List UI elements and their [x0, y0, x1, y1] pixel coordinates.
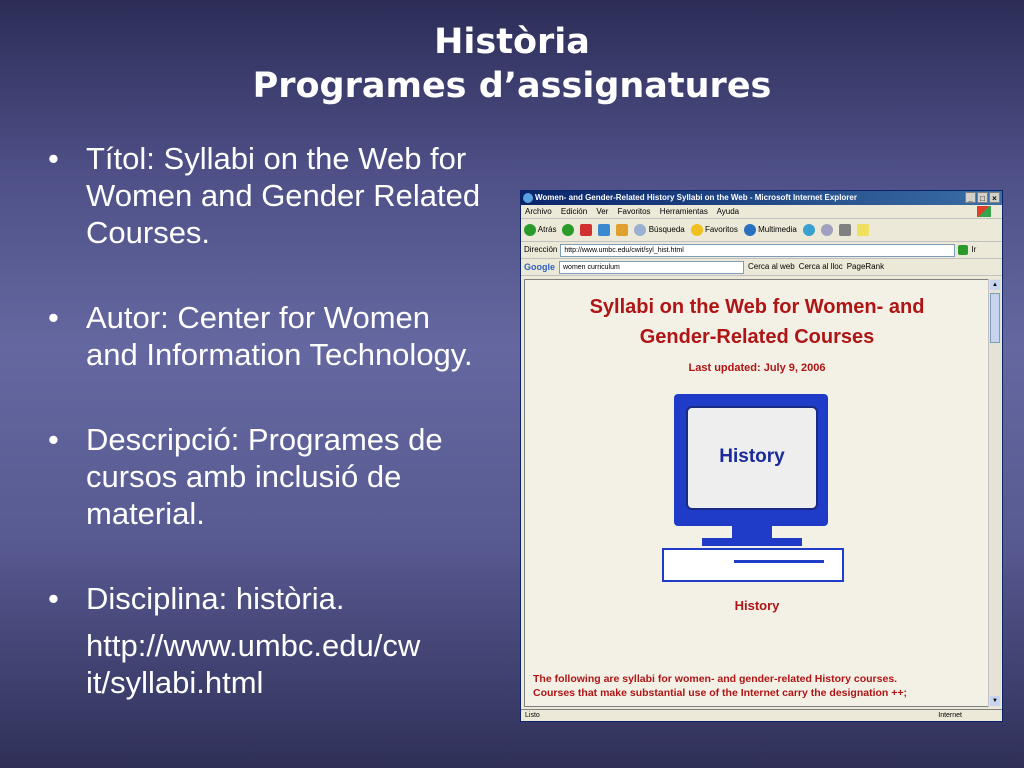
search-web-button[interactable]: Cerca al web [748, 262, 795, 271]
bullet-item [46, 140, 486, 251]
menu-edicion[interactable]: Edición [560, 207, 588, 216]
mail-icon[interactable] [821, 224, 833, 236]
minimize-button[interactable]: _ [965, 192, 976, 203]
search-site-button[interactable]: Cerca al lloc [798, 262, 843, 271]
bullet-marker: • [48, 300, 59, 335]
browser-titlebar [521, 191, 1002, 205]
browser-menubar [521, 205, 1002, 219]
media-icon [744, 224, 756, 236]
google-toolbar [521, 259, 1002, 276]
monitor-history-text: History [719, 446, 785, 467]
bullet-list [46, 140, 486, 701]
menu-favoritos[interactable]: Favoritos [617, 207, 651, 216]
page-intro-text [533, 672, 981, 700]
history-link[interactable]: History [734, 598, 780, 613]
home-icon[interactable] [616, 224, 628, 236]
go-arrow-icon[interactable] [958, 245, 968, 255]
syllabi-url-line2: it/syllabi.html [86, 665, 264, 700]
web-page-content [524, 279, 990, 707]
slide-title-line1: Història [434, 22, 590, 62]
intro-line2: Courses that make substantial use of the Internet carry the designation ++; [533, 687, 908, 699]
favorites-button[interactable] [691, 219, 738, 241]
bullet-marker: • [48, 422, 59, 457]
pagerank-indicator: PageRank [846, 262, 885, 271]
ie-icon [523, 193, 533, 203]
search-button[interactable] [634, 219, 684, 241]
refresh-icon[interactable] [598, 224, 610, 236]
bullet-text: Autor: Center for Women and Information Technology. [86, 300, 473, 372]
slide-title-line2: Programes d’assignatures [252, 66, 772, 106]
history-icon[interactable] [803, 224, 815, 236]
syllabi-url[interactable] [46, 627, 486, 701]
computer-case [662, 548, 844, 582]
bullet-marker: • [48, 581, 59, 616]
browser-toolbar [521, 219, 1002, 242]
browser-screenshot [520, 190, 1003, 722]
status-bar [521, 709, 1002, 721]
intro-line1: The following are syllabi for women- and gender-related History courses. [533, 673, 898, 685]
zone-text: Internet [938, 712, 962, 719]
monitor-graphic [674, 394, 828, 526]
google-search-input[interactable]: women curriculum [559, 261, 744, 274]
back-label: Atrás [537, 225, 557, 234]
stop-icon[interactable] [580, 224, 592, 236]
bullet-item [46, 580, 486, 617]
bullet-text: Títol: Syllabi on the Web for Women and Gender Related Courses. [86, 141, 481, 250]
menu-ayuda[interactable]: Ayuda [716, 207, 740, 216]
scroll-up-arrow-icon[interactable]: ▲ [990, 280, 1000, 290]
monitor-base [702, 538, 802, 546]
monitor-neck [732, 526, 772, 538]
scroll-down-arrow-icon[interactable]: ▼ [990, 696, 1000, 706]
slide-title [0, 20, 1024, 108]
syllabi-url-line1: http://www.umbc.edu/cw [86, 628, 421, 663]
page-heading-line1: Syllabi on the Web for Women- and [589, 296, 925, 318]
print-icon[interactable] [839, 224, 851, 236]
scroll-thumb[interactable] [990, 293, 1000, 343]
bullet-text: Descripció: Programes de cursos amb inclusió de material. [86, 422, 443, 531]
bullet-item [46, 421, 486, 532]
address-label: Dirección [524, 245, 558, 254]
status-text: Listo [525, 712, 540, 719]
monitor-screen [686, 406, 818, 510]
bullet-marker: • [48, 141, 59, 176]
star-icon [691, 224, 703, 236]
menu-ver[interactable]: Ver [596, 207, 609, 216]
forward-arrow-icon[interactable] [562, 224, 574, 236]
address-input[interactable]: http://www.umbc.edu/cwit/syl_hist.html [560, 244, 955, 257]
menu-archivo[interactable]: Archivo [525, 207, 552, 216]
search-icon [634, 224, 646, 236]
menu-herramientas[interactable]: Herramientas [659, 207, 708, 216]
back-arrow-icon [524, 224, 536, 236]
bullet-item [46, 299, 486, 373]
google-logo[interactable]: Google [524, 262, 555, 272]
bullet-text: Disciplina: història. [86, 581, 345, 616]
browser-window-title: Women- and Gender-Related History Syllabi on the Web - Microsoft Internet Explorer [535, 193, 857, 202]
multimedia-button[interactable] [744, 219, 797, 241]
maximize-button[interactable]: □ [977, 192, 988, 203]
page-heading-line2: Gender-Related Courses [639, 326, 875, 348]
multimedia-label: Multimedia [758, 225, 797, 234]
page-heading [525, 292, 989, 352]
go-button[interactable]: Ir [971, 245, 977, 254]
back-button[interactable] [524, 219, 556, 241]
computer-illustration [662, 394, 852, 594]
last-updated-text: Last updated: July 9, 2006 [688, 362, 826, 374]
edit-icon[interactable] [857, 224, 869, 236]
favorites-label: Favoritos [704, 225, 738, 234]
vertical-scrollbar[interactable] [988, 279, 1001, 707]
windows-logo-icon [977, 206, 991, 217]
drive-slot [734, 560, 824, 563]
address-bar [521, 242, 1002, 259]
search-label: Búsqueda [648, 225, 685, 234]
close-button[interactable]: × [989, 192, 1000, 203]
window-controls [965, 192, 1000, 203]
